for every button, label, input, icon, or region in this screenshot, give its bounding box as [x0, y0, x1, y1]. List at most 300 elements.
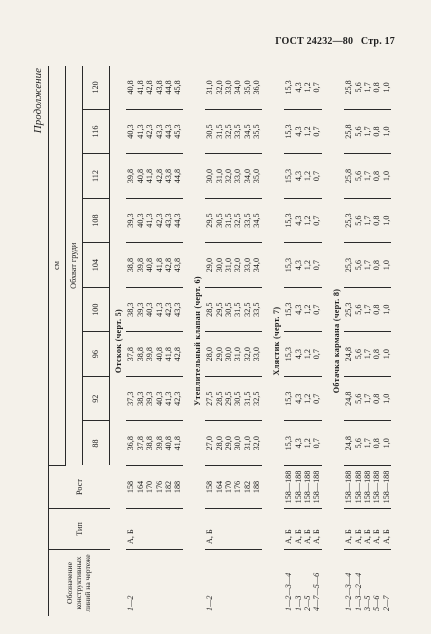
value-cell: 1,2 — [303, 332, 312, 377]
value-cell: 1,0 — [382, 287, 391, 332]
designation-cell: 4—7—5—6 — [312, 572, 322, 611]
value-cell: 29,0 — [205, 243, 214, 288]
value-cell: 43,8 — [155, 66, 164, 109]
height-cell: 188 — [252, 466, 261, 509]
rotated-content-area — [30, 66, 404, 616]
value-cell: 42,8 — [145, 66, 154, 109]
value-cell: 31,5 — [215, 109, 224, 154]
table-row — [382, 66, 391, 616]
size-header: 92 — [83, 376, 110, 421]
value-cell: 34,0 — [243, 154, 252, 199]
value-cell: 40,3 — [155, 376, 164, 421]
section-title-row — [328, 66, 344, 616]
value-cell: 5,6 — [354, 198, 363, 243]
designation-cell: 1—2 — [205, 595, 215, 611]
value-cell: 4,3 — [294, 421, 303, 466]
value-cell: 5,6 — [354, 243, 363, 288]
value-cell: 41,3 — [136, 109, 145, 154]
value-cell: 0,8 — [372, 243, 381, 288]
value-cell: 32,0 — [224, 154, 233, 199]
type-cell — [164, 509, 173, 550]
value-cell: 4,3 — [294, 66, 303, 109]
type-cell: А, Б — [312, 509, 321, 550]
value-cell: 28,5 — [205, 287, 214, 332]
value-cell: 25,3 — [344, 243, 353, 288]
value-cell: 28,0 — [215, 421, 224, 466]
value-cell: 43,8 — [164, 154, 173, 199]
value-cell: 43,3 — [164, 198, 173, 243]
height-cell: 158 — [205, 466, 214, 509]
size-table — [48, 66, 391, 616]
size-header: 88 — [83, 421, 110, 466]
value-cell: 40,8 — [164, 421, 173, 466]
value-cell: 39,3 — [136, 287, 145, 332]
height-cell: 182 — [243, 466, 252, 509]
section-title-row — [189, 66, 205, 616]
value-cell: 33,5 — [243, 198, 252, 243]
value-cell: 5,6 — [354, 421, 363, 466]
continuation-label: Продолжение — [32, 68, 44, 134]
value-cell: 15,3 — [284, 243, 293, 288]
value-cell: 15,3 — [284, 332, 293, 377]
value-cell: 43,3 — [155, 109, 164, 154]
type-cell: А, Б — [126, 509, 135, 550]
value-cell: 0,8 — [372, 154, 381, 199]
value-cell: 39,8 — [136, 243, 145, 288]
value-cell: 0,7 — [312, 198, 321, 243]
height-cell: 170 — [224, 466, 233, 509]
value-cell: 28,0 — [205, 332, 214, 377]
value-cell: 37,8 — [126, 332, 135, 377]
height-cell: 170 — [145, 466, 154, 509]
value-cell: 1,0 — [382, 109, 391, 154]
value-cell: 1,2 — [303, 198, 312, 243]
value-cell: 32,5 — [252, 376, 261, 421]
table-row — [233, 66, 242, 616]
value-cell: 40,3 — [136, 198, 145, 243]
value-cell: 40,8 — [126, 66, 135, 109]
height-cell: 158—188 — [372, 466, 381, 509]
height-cell: 158—188 — [284, 466, 293, 509]
value-cell: 33,0 — [252, 332, 261, 377]
value-cell: 39,3 — [145, 376, 154, 421]
designation-cell — [243, 550, 252, 617]
value-cell: 25,8 — [344, 66, 353, 109]
value-cell: 38,8 — [136, 332, 145, 377]
size-header: 112 — [83, 154, 110, 199]
value-cell: 40,3 — [126, 109, 135, 154]
height-cell: 176 — [233, 466, 242, 509]
value-cell: 15,3 — [284, 66, 293, 109]
value-cell: 0,7 — [312, 109, 321, 154]
type-cell: А, Б — [205, 509, 214, 550]
value-cell: 25,3 — [344, 287, 353, 332]
height-cell: 158—188 — [344, 466, 353, 509]
type-cell — [215, 509, 224, 550]
value-cell: 32,0 — [215, 66, 224, 109]
designation-cell — [252, 550, 261, 617]
value-cell: 29,5 — [224, 376, 233, 421]
designation-cell: 1—3 — [293, 595, 303, 611]
value-cell: 29,5 — [205, 198, 214, 243]
value-cell: 30,5 — [233, 376, 242, 421]
value-cell: 0,7 — [312, 66, 321, 109]
size-header: 116 — [83, 109, 110, 154]
value-cell: 1,0 — [382, 243, 391, 288]
value-cell: 41,8 — [145, 154, 154, 199]
designation-cell: 2—7 — [381, 595, 391, 611]
value-cell: 0,7 — [312, 154, 321, 199]
value-cell: 1,0 — [382, 376, 391, 421]
value-cell: 42,3 — [155, 198, 164, 243]
value-cell: 34,5 — [252, 198, 261, 243]
value-cell: 5,6 — [354, 287, 363, 332]
value-cell: 40,8 — [136, 154, 145, 199]
value-cell: 1,2 — [303, 287, 312, 332]
designation-cell — [224, 550, 233, 617]
value-cell: 41,3 — [155, 287, 164, 332]
value-cell: 4,3 — [294, 376, 303, 421]
value-cell: 40,8 — [145, 243, 154, 288]
value-cell: 1,2 — [303, 421, 312, 466]
table-row — [173, 66, 182, 616]
value-cell: 35,0 — [252, 154, 261, 199]
col-type-header: Тип — [49, 509, 110, 550]
section-title-row — [268, 66, 284, 616]
value-cell: 0,8 — [372, 198, 381, 243]
value-cell: 43,8 — [173, 243, 182, 288]
value-cell: 1,7 — [363, 154, 372, 199]
value-cell: 42,3 — [145, 109, 154, 154]
value-cell: 40,8 — [155, 332, 164, 377]
value-cell: 31,5 — [233, 287, 242, 332]
value-cell: 35,0 — [243, 66, 252, 109]
value-cell: 41,3 — [145, 198, 154, 243]
height-cell: 176 — [155, 466, 164, 509]
value-cell: 25,8 — [344, 109, 353, 154]
value-cell: 5,6 — [354, 109, 363, 154]
value-cell: 33,0 — [233, 154, 242, 199]
value-cell: 28,5 — [215, 376, 224, 421]
value-cell: 1,7 — [363, 109, 372, 154]
value-cell: 34,0 — [252, 243, 261, 288]
value-cell: 1,7 — [363, 198, 372, 243]
value-cell: 44,3 — [164, 109, 173, 154]
value-cell: 15,3 — [284, 421, 293, 466]
value-cell: 32,0 — [243, 332, 252, 377]
value-cell: 39,8 — [145, 332, 154, 377]
value-cell: 43,3 — [173, 287, 182, 332]
size-header: 96 — [83, 332, 110, 377]
table-row — [372, 66, 381, 616]
type-cell — [224, 509, 233, 550]
value-cell: 0,8 — [372, 66, 381, 109]
value-cell: 39,8 — [126, 154, 135, 199]
value-cell: 5,6 — [354, 154, 363, 199]
value-cell: 1,2 — [303, 109, 312, 154]
page-number: Стр. 17 — [360, 36, 395, 47]
height-cell: 158—188 — [294, 466, 303, 509]
value-cell: 42,8 — [173, 332, 182, 377]
section-title: Обтачка кармана (черт. 8) — [331, 288, 341, 394]
size-header: 100 — [83, 287, 110, 332]
table-row — [354, 66, 363, 616]
value-cell: 30,5 — [205, 109, 214, 154]
value-cell: 15,3 — [284, 109, 293, 154]
value-cell: 24,8 — [344, 332, 353, 377]
value-cell: 38,3 — [126, 287, 135, 332]
designation-cell: 5—6 — [372, 595, 382, 611]
col-designation-header: Обозначение конструктивных линий на чертеже — [49, 550, 110, 617]
table-row — [243, 66, 252, 616]
type-cell: А, Б — [284, 509, 293, 550]
value-cell: 44,3 — [173, 198, 182, 243]
value-cell: 0,8 — [372, 332, 381, 377]
value-cell: 42,8 — [164, 243, 173, 288]
designation-cell — [164, 550, 173, 617]
value-cell: 34,5 — [243, 109, 252, 154]
page-header — [275, 36, 395, 47]
value-cell: 30,0 — [215, 243, 224, 288]
col-height-header: Рост — [49, 466, 110, 509]
height-cell: 158—188 — [303, 466, 312, 509]
section-title: Хлястик (черт. 7) — [271, 306, 281, 376]
value-cell: 5,6 — [354, 332, 363, 377]
value-cell: 0,8 — [372, 376, 381, 421]
type-cell — [252, 509, 261, 550]
designation-cell: 1—2 — [126, 595, 136, 611]
value-cell: 31,5 — [224, 198, 233, 243]
value-cell: 4,3 — [294, 109, 303, 154]
value-cell: 30,5 — [224, 287, 233, 332]
designation-cell: 1—3—2—4 — [353, 572, 363, 611]
value-cell: 4,3 — [294, 243, 303, 288]
height-cell: 158—188 — [382, 466, 391, 509]
table-row — [312, 66, 321, 616]
value-cell: 30,0 — [224, 332, 233, 377]
value-cell: 30,0 — [205, 154, 214, 199]
value-cell: 32,0 — [252, 421, 261, 466]
value-cell: 0,7 — [312, 243, 321, 288]
value-cell: 36,8 — [126, 421, 135, 466]
designation-cell — [136, 550, 145, 617]
type-cell — [145, 509, 154, 550]
value-cell: 25,3 — [344, 198, 353, 243]
value-cell: 42,8 — [155, 154, 164, 199]
height-cell: 182 — [164, 466, 173, 509]
type-cell — [243, 509, 252, 550]
height-cell: 164 — [215, 466, 224, 509]
section-title-row — [110, 66, 127, 616]
value-cell: 1,7 — [363, 421, 372, 466]
value-cell: 1,2 — [303, 376, 312, 421]
value-cell: 30,0 — [233, 421, 242, 466]
value-cell: 1,7 — [363, 376, 372, 421]
value-cell: 37,8 — [136, 421, 145, 466]
value-cell: 44,8 — [164, 66, 173, 109]
height-cell: 158—188 — [363, 466, 372, 509]
type-cell — [136, 509, 145, 550]
value-cell: 30,5 — [215, 198, 224, 243]
designation-cell — [145, 550, 154, 617]
value-cell: 0,8 — [372, 109, 381, 154]
value-cell: 5,6 — [354, 376, 363, 421]
value-cell: 38,8 — [145, 421, 154, 466]
value-cell: 0,7 — [312, 287, 321, 332]
value-cell: 29,5 — [215, 287, 224, 332]
value-cell: 31,5 — [243, 376, 252, 421]
type-cell — [173, 509, 182, 550]
designation-cell — [233, 550, 242, 617]
value-cell: 4,3 — [294, 287, 303, 332]
value-cell: 32,5 — [233, 198, 242, 243]
value-cell: 36,0 — [252, 66, 261, 109]
designation-cell: 1—2—3—4 — [284, 572, 294, 611]
table-row — [164, 66, 173, 616]
value-cell: 41,8 — [164, 332, 173, 377]
value-cell: 1,7 — [363, 332, 372, 377]
value-cell: 35,5 — [252, 109, 261, 154]
designation-cell — [173, 550, 182, 617]
table-row — [294, 66, 303, 616]
value-cell: 24,8 — [344, 376, 353, 421]
value-cell: 32,0 — [233, 243, 242, 288]
value-cell: 29,0 — [215, 332, 224, 377]
value-cell: 31,0 — [233, 332, 242, 377]
height-cell: 158—188 — [312, 466, 321, 509]
value-cell: 34,0 — [233, 66, 242, 109]
designation-cell — [155, 550, 164, 617]
value-cell: 31,0 — [243, 421, 252, 466]
value-cell: 42,3 — [164, 287, 173, 332]
value-cell: 31,0 — [215, 154, 224, 199]
type-cell — [155, 509, 164, 550]
value-cell: 5,6 — [354, 66, 363, 109]
section-title: Утеплительный клапан (черт. 6) — [192, 276, 202, 406]
value-cell: 1,0 — [382, 421, 391, 466]
value-cell: 24,8 — [344, 421, 353, 466]
value-cell: 42,3 — [173, 376, 182, 421]
value-cell: 27,5 — [205, 376, 214, 421]
value-cell: 41,8 — [173, 421, 182, 466]
value-cell: 33,0 — [224, 66, 233, 109]
value-cell: 45,8 — [173, 66, 182, 109]
type-cell — [233, 509, 242, 550]
size-header: 108 — [83, 198, 110, 243]
value-cell: 1,7 — [363, 287, 372, 332]
value-cell: 1,0 — [382, 66, 391, 109]
value-cell: 45,3 — [173, 109, 182, 154]
height-cell: 188 — [173, 466, 182, 509]
type-cell: А, Б — [303, 509, 312, 550]
table-row — [145, 66, 154, 616]
value-cell: 29,0 — [224, 421, 233, 466]
value-cell: 0,8 — [372, 287, 381, 332]
value-cell: 1,0 — [382, 154, 391, 199]
height-cell: 158—188 — [354, 466, 363, 509]
value-cell: 41,3 — [164, 376, 173, 421]
value-cell: 37,3 — [126, 376, 135, 421]
value-cell: 33,0 — [243, 243, 252, 288]
table-row — [155, 66, 164, 616]
value-cell: 1,0 — [382, 332, 391, 377]
table-row — [205, 66, 214, 616]
value-cell: 0,7 — [312, 376, 321, 421]
chest-girth-header: Обхват груди — [66, 66, 83, 466]
type-cell: А, Б — [363, 509, 372, 550]
designation-cell — [215, 550, 224, 617]
value-cell: 41,8 — [155, 243, 164, 288]
table-row — [344, 66, 353, 616]
type-cell: А, Б — [294, 509, 303, 550]
table-row — [136, 66, 145, 616]
value-cell: 1,7 — [363, 243, 372, 288]
designation-cell: 2—5 — [302, 595, 312, 611]
value-cell: 33,5 — [252, 287, 261, 332]
value-cell: 0,8 — [372, 421, 381, 466]
table-row — [252, 66, 261, 616]
value-cell: 33,5 — [233, 109, 242, 154]
value-cell: 1,2 — [303, 66, 312, 109]
value-cell: 25,8 — [344, 154, 353, 199]
value-cell: 31,0 — [205, 66, 214, 109]
value-cell: 1,2 — [303, 243, 312, 288]
value-cell: 15,3 — [284, 376, 293, 421]
value-cell: 0,7 — [312, 332, 321, 377]
designation-cell: 1—2—3—4 — [344, 572, 354, 611]
value-cell: 31,0 — [224, 243, 233, 288]
size-header: 104 — [83, 243, 110, 288]
value-cell: 32,5 — [224, 109, 233, 154]
table-row — [215, 66, 224, 616]
value-cell: 27,0 — [205, 421, 214, 466]
height-cell: 164 — [136, 466, 145, 509]
height-cell: 158 — [126, 466, 135, 509]
standard-number: ГОСТ 24232—80 — [275, 36, 354, 47]
value-cell: 39,3 — [126, 198, 135, 243]
value-cell: 32,5 — [243, 287, 252, 332]
value-cell: 38,8 — [126, 243, 135, 288]
value-cell: 15,3 — [284, 198, 293, 243]
table-row — [363, 66, 372, 616]
value-cell: 0,7 — [312, 421, 321, 466]
value-cell: 40,3 — [145, 287, 154, 332]
landscape-page — [30, 66, 404, 616]
value-cell: 1,0 — [382, 198, 391, 243]
table-row — [224, 66, 233, 616]
value-cell: 39,8 — [155, 421, 164, 466]
section-title: Отскок (черт. 5) — [114, 308, 123, 374]
value-cell: 15,3 — [284, 287, 293, 332]
value-cell: 38,3 — [136, 376, 145, 421]
type-cell: А, Б — [344, 509, 353, 550]
value-cell: 41,8 — [136, 66, 145, 109]
value-cell: 44,8 — [173, 154, 182, 199]
value-cell: 4,3 — [294, 332, 303, 377]
value-cell: 1,7 — [363, 66, 372, 109]
value-cell: 4,3 — [294, 154, 303, 199]
type-cell: А, Б — [372, 509, 381, 550]
unit-header: см — [49, 66, 66, 466]
designation-cell: 3—5 — [362, 595, 372, 611]
value-cell: 1,2 — [303, 154, 312, 199]
size-header: 120 — [83, 66, 110, 109]
value-cell: 15,3 — [284, 154, 293, 199]
table-row — [284, 66, 293, 616]
table-row — [126, 66, 135, 616]
type-cell: А, Б — [354, 509, 363, 550]
type-cell: А, Б — [382, 509, 391, 550]
